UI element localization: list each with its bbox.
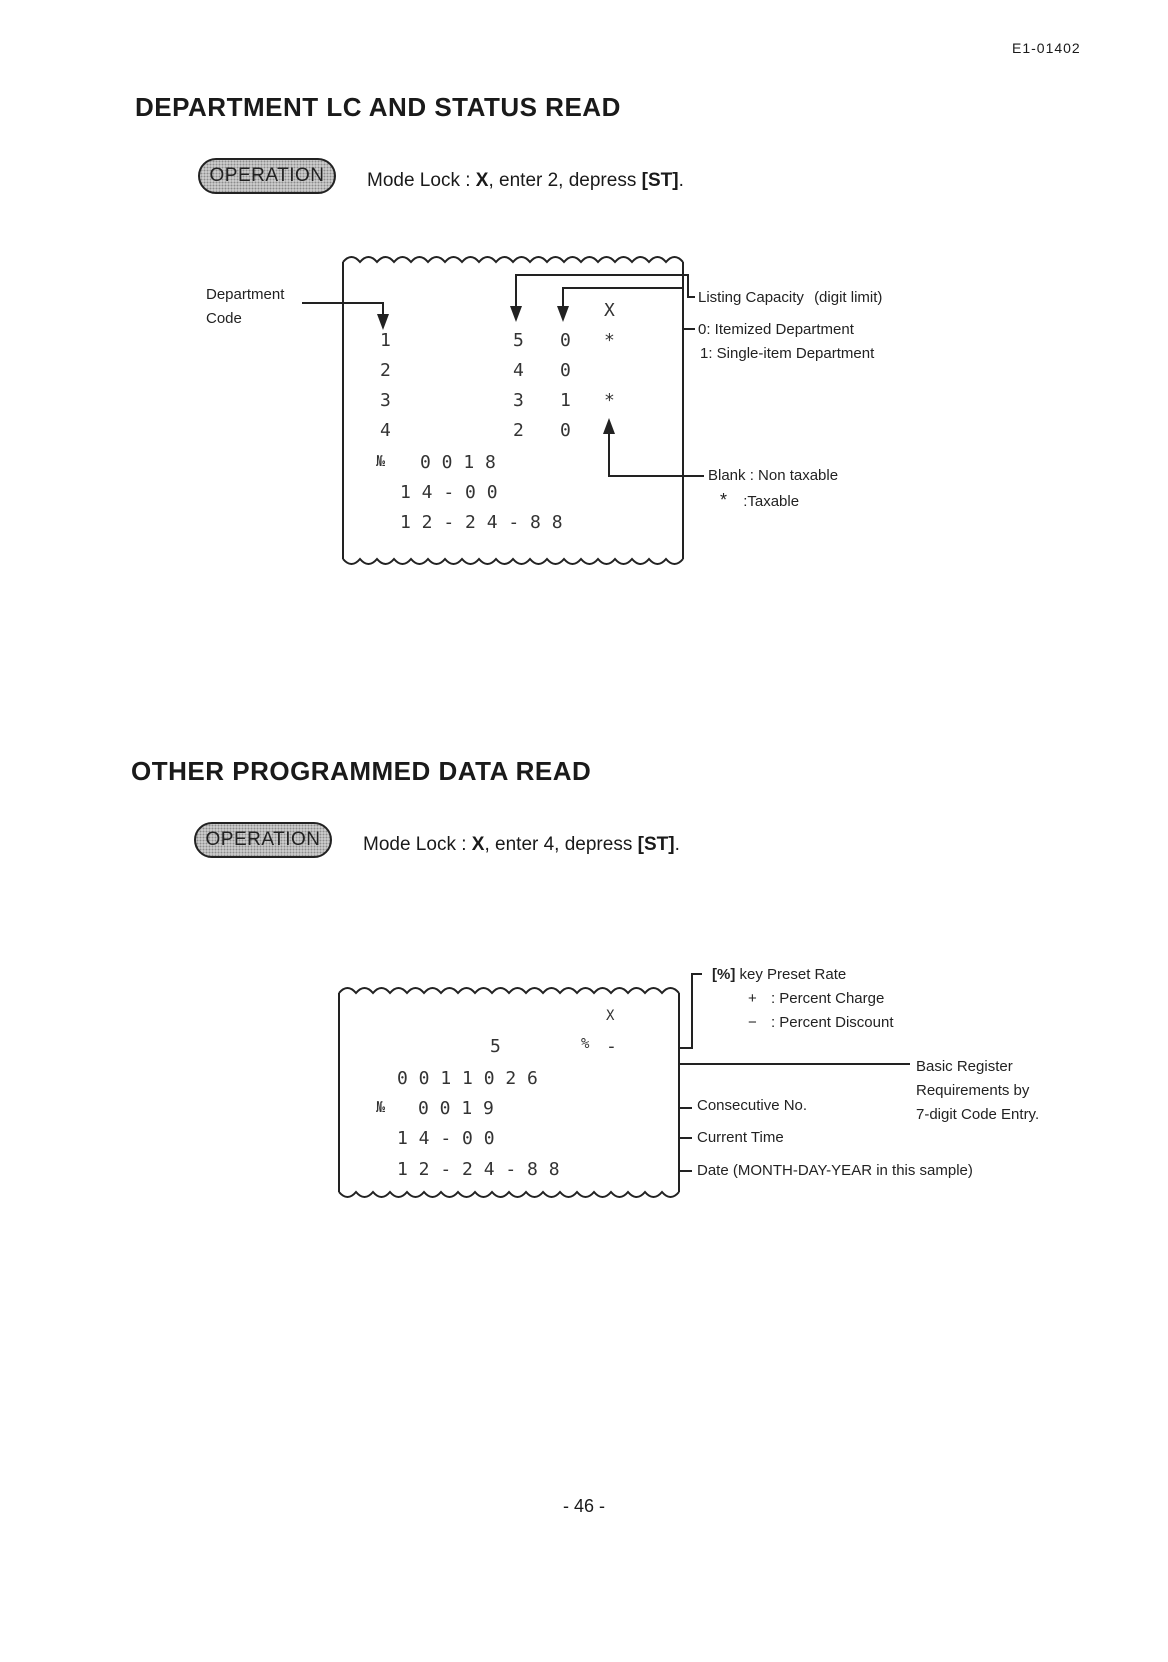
instruction-suffix: .	[674, 834, 680, 855]
receipt1-row1-status: 0	[560, 330, 571, 351]
receipt1-header-x: X	[604, 300, 615, 321]
receipt2-code: 0 0 1 1 0 2 6	[397, 1068, 538, 1089]
current-time-label: Current Time	[697, 1129, 784, 1146]
percent-charge-label	[748, 990, 884, 1007]
receipt1-row2-status: 0	[560, 360, 571, 381]
pct-key-text: [%]	[712, 966, 736, 983]
receipt1-row3-status: 1	[560, 390, 571, 411]
receipt1-row2-capacity: 4	[513, 360, 524, 381]
single-item-label: 1: Single-item Department	[700, 345, 875, 362]
plus-symbol: +	[748, 990, 757, 1007]
instruction-middle: , enter 4, depress	[484, 834, 638, 855]
receipt2-consec-no: 0 0 1 9	[418, 1098, 494, 1119]
instruction-middle: , enter 2, depress	[488, 170, 642, 191]
digit-limit-text: (digit limit)	[814, 289, 883, 306]
consecutive-label: Consecutive No.	[697, 1097, 808, 1114]
receipt2-time: 1 4 - 0 0	[397, 1128, 495, 1149]
basic-register-label-3: 7-digit Code Entry.	[916, 1106, 1040, 1123]
operation-badge-2: OPERATION	[194, 822, 332, 858]
receipt2-rate-value: 5	[490, 1036, 501, 1057]
basic-register-label-1: Basic Register	[916, 1058, 1013, 1075]
receipt1-row3-code: 3	[380, 390, 391, 411]
receipt1-date: 1 2 - 2 4 - 8 8	[400, 512, 563, 533]
receipt2-date: 1 2 - 2 4 - 8 8	[397, 1159, 560, 1180]
listing-capacity-text: Listing Capacity	[698, 289, 804, 306]
receipt2-consec-symbol: №	[376, 1098, 386, 1116]
pct-key-label	[712, 966, 846, 983]
receipt2-rate-pct: %	[581, 1036, 590, 1052]
instruction-key: [ST]	[641, 170, 679, 191]
dept-code-label-2: Code	[206, 310, 242, 327]
non-taxable-label: Blank : Non taxable	[708, 467, 839, 484]
instruction-prefix: Mode Lock :	[363, 834, 472, 855]
page-number: - 46 -	[562, 1496, 605, 1516]
section1-title: DEPARTMENT LC AND STATUS READ	[135, 92, 621, 122]
document-id: E1-01402	[1012, 40, 1081, 56]
percent-charge-text: : Percent Charge	[770, 990, 885, 1007]
taxable-symbol: *	[720, 490, 728, 510]
receipt1-consec-no: 0 0 1 8	[420, 452, 496, 473]
instruction-mode: X	[471, 834, 485, 855]
receipt2-rate-sign: -	[606, 1036, 617, 1057]
percent-discount-text: : Percent Discount	[770, 1014, 894, 1031]
taxable-text: :Taxable	[743, 493, 800, 510]
section2-title: OTHER PROGRAMMED DATA READ	[131, 756, 592, 786]
minus-symbol: −	[748, 1014, 757, 1031]
receipt1-row4-status: 0	[560, 420, 571, 441]
instruction-key: [ST]	[637, 834, 675, 855]
instruction-prefix: Mode Lock :	[367, 170, 476, 191]
receipt1-row3-tax: *	[604, 390, 615, 411]
instruction-suffix: .	[678, 170, 684, 191]
itemized-label: 0: Itemized Department	[698, 321, 854, 338]
receipt1-row2-code: 2	[380, 360, 391, 381]
receipt1-row1-capacity: 5	[513, 330, 524, 351]
instruction-mode: X	[475, 170, 489, 191]
receipt1-time: 1 4 - 0 0	[400, 482, 498, 503]
basic-register-label-2: Requirements by	[916, 1082, 1030, 1099]
pct-key-rest-text: key Preset Rate	[735, 966, 847, 983]
receipt1-row1-tax: *	[604, 330, 615, 351]
receipt1-consec-symbol: №	[376, 452, 386, 470]
receipt1-row4-code: 4	[380, 420, 391, 441]
receipt1-row3-capacity: 3	[513, 390, 524, 411]
receipt2-bottom-edge	[339, 1192, 679, 1197]
receipt2-header-x: X	[606, 1008, 615, 1024]
receipt2-top-edge	[339, 988, 679, 993]
dept-code-label-1: Department	[206, 286, 285, 303]
pct-key-bracket	[679, 974, 702, 1048]
receipt1-row4-capacity: 2	[513, 420, 524, 441]
date-label: Date (MONTH-DAY-YEAR in this sample)	[697, 1162, 973, 1179]
operation-badge-1: OPERATION	[198, 158, 336, 194]
receipt1-row1-code: 1	[380, 330, 391, 351]
percent-discount-label	[748, 1014, 894, 1031]
